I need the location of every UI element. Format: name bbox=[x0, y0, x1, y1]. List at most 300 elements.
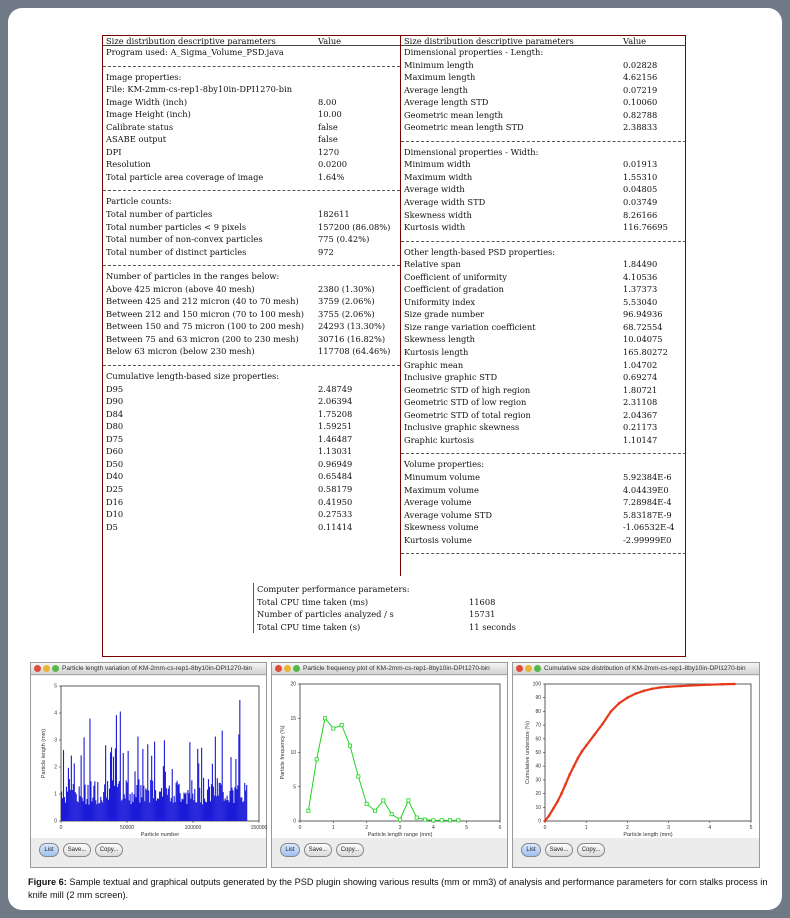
param-name: Above 425 micron (above 40 mesh) bbox=[106, 283, 255, 294]
frequency-chart bbox=[272, 676, 509, 838]
data-point bbox=[340, 724, 343, 727]
bar bbox=[129, 800, 130, 821]
bar bbox=[174, 796, 175, 821]
bar bbox=[192, 794, 193, 821]
bar bbox=[108, 800, 109, 821]
param-row bbox=[401, 96, 686, 109]
param-name: Inclusive graphic skewness bbox=[404, 422, 520, 433]
bar bbox=[190, 799, 191, 821]
data-point bbox=[721, 683, 724, 686]
param-name: Average volume STD bbox=[404, 509, 492, 520]
divider bbox=[103, 258, 400, 266]
x-tick-label: 1 bbox=[584, 825, 588, 831]
bar bbox=[211, 784, 212, 821]
bar bbox=[70, 790, 71, 821]
param-value: 5.92384E-6 bbox=[623, 471, 672, 482]
x-tick-label: 50000 bbox=[120, 825, 134, 831]
minimize-icon[interactable] bbox=[525, 665, 532, 672]
bar bbox=[234, 787, 235, 821]
y-tick-label: 1 bbox=[54, 791, 57, 798]
param-value: 1.80721 bbox=[623, 384, 658, 395]
bar bbox=[109, 789, 110, 821]
right-header-value: Value bbox=[623, 36, 647, 46]
bar bbox=[94, 781, 95, 821]
param-value: 0.96949 bbox=[318, 458, 353, 469]
x-tick-label: 4 bbox=[431, 825, 435, 831]
copy-button[interactable]: Copy... bbox=[577, 843, 605, 857]
x-tick-label: 6 bbox=[498, 825, 502, 831]
param-name: Other length-based PSD properties: bbox=[404, 246, 556, 257]
list-button[interactable]: List bbox=[280, 843, 300, 857]
data-point bbox=[552, 807, 555, 810]
param-value: 2380 (1.30%) bbox=[318, 283, 375, 294]
param-row bbox=[401, 283, 686, 296]
param-value: 1.46487 bbox=[318, 433, 353, 444]
data-point bbox=[457, 819, 460, 822]
bar bbox=[243, 801, 244, 821]
left-header bbox=[103, 36, 400, 46]
bar bbox=[208, 779, 209, 821]
bar bbox=[101, 800, 102, 821]
param-name: Graphic kurtosis bbox=[404, 434, 474, 445]
param-value: 11608 bbox=[469, 596, 496, 607]
bar bbox=[156, 801, 157, 821]
data-point bbox=[560, 792, 563, 795]
param-row bbox=[103, 221, 400, 234]
maximize-icon[interactable] bbox=[52, 665, 59, 672]
bar bbox=[142, 749, 143, 821]
param-name: Below 63 micron (below 230 mesh) bbox=[106, 346, 255, 357]
param-value: 0.04805 bbox=[623, 184, 658, 195]
data-point bbox=[593, 733, 596, 736]
param-row bbox=[401, 109, 686, 122]
x-axis-label: Particle length range (mm) bbox=[367, 832, 433, 838]
param-row bbox=[401, 158, 686, 171]
param-row bbox=[401, 534, 686, 547]
close-icon[interactable] bbox=[275, 665, 282, 672]
bar bbox=[229, 791, 230, 821]
x-tick-label: 5 bbox=[465, 825, 469, 831]
bar bbox=[143, 786, 144, 821]
param-value: 10.00 bbox=[318, 109, 342, 120]
save-button[interactable]: Save... bbox=[304, 843, 332, 857]
param-name: Total CPU time taken (s) bbox=[257, 621, 361, 632]
bar bbox=[125, 799, 126, 821]
param-name: D10 bbox=[106, 509, 124, 520]
x-tick-label: 3 bbox=[667, 825, 670, 831]
param-value: -1.06532E-4 bbox=[623, 522, 675, 533]
data-point bbox=[564, 783, 567, 786]
maximize-icon[interactable] bbox=[293, 665, 300, 672]
data-point bbox=[365, 802, 368, 805]
param-value: 10.04075 bbox=[623, 334, 663, 345]
bar bbox=[81, 755, 82, 821]
param-value: 116.76695 bbox=[623, 222, 668, 233]
bar bbox=[220, 783, 221, 821]
bar bbox=[83, 801, 84, 821]
param-value: 4.04439E0 bbox=[623, 484, 669, 495]
param-value: 182611 bbox=[318, 209, 350, 220]
param-name: D84 bbox=[106, 408, 124, 419]
bar bbox=[226, 800, 227, 821]
data-point bbox=[307, 809, 310, 812]
bar bbox=[116, 715, 117, 821]
param-row bbox=[103, 270, 400, 283]
data-point bbox=[548, 814, 551, 817]
x-tick-label: 0 bbox=[298, 825, 302, 831]
bar bbox=[145, 788, 146, 821]
param-name: Uniformity index bbox=[404, 296, 476, 307]
param-row bbox=[103, 46, 400, 59]
bar bbox=[158, 799, 159, 821]
bar bbox=[135, 797, 136, 821]
bar bbox=[90, 781, 91, 821]
bar bbox=[159, 792, 160, 821]
bar bbox=[200, 802, 201, 821]
bar bbox=[150, 780, 151, 821]
bar bbox=[117, 787, 118, 821]
caption-label: Figure 6: bbox=[28, 877, 67, 887]
bar bbox=[227, 796, 228, 821]
param-name: Geometric STD of total region bbox=[404, 409, 531, 420]
param-row bbox=[103, 458, 400, 471]
param-value: 2.04367 bbox=[623, 409, 658, 420]
button-bar bbox=[272, 841, 507, 865]
bar bbox=[164, 740, 165, 821]
param-row bbox=[254, 621, 553, 634]
data-point bbox=[692, 684, 695, 687]
param-name: ASABE output bbox=[106, 134, 167, 145]
bar bbox=[181, 799, 182, 821]
param-value: false bbox=[318, 134, 338, 145]
param-row bbox=[401, 221, 686, 234]
param-name: Relative span bbox=[404, 259, 461, 270]
param-value: 68.72554 bbox=[623, 321, 663, 332]
bar bbox=[194, 789, 195, 821]
y-tick-label: 0 bbox=[538, 818, 541, 825]
bar bbox=[237, 785, 238, 821]
save-button[interactable]: Save... bbox=[545, 843, 573, 857]
bar bbox=[198, 763, 199, 821]
param-name: D5 bbox=[106, 521, 118, 532]
bar bbox=[229, 802, 230, 821]
bar bbox=[205, 802, 206, 821]
bar bbox=[115, 748, 116, 821]
bar bbox=[178, 785, 179, 821]
data-point bbox=[423, 818, 426, 821]
maximize-icon[interactable] bbox=[534, 665, 541, 672]
data-point bbox=[568, 773, 571, 776]
param-value: 30716 (16.82%) bbox=[318, 333, 386, 344]
bar bbox=[241, 797, 242, 821]
bar bbox=[75, 792, 76, 821]
y-tick-label: 15 bbox=[290, 715, 296, 722]
param-row bbox=[401, 359, 686, 372]
param-value: 165.80272 bbox=[623, 347, 668, 358]
bar bbox=[144, 801, 145, 821]
param-name: D50 bbox=[106, 458, 124, 469]
y-tick-label: 40 bbox=[535, 763, 541, 770]
param-value: 1.64% bbox=[318, 171, 345, 182]
bar bbox=[153, 798, 154, 821]
bar bbox=[162, 797, 163, 821]
param-name: Total CPU time taken (ms) bbox=[257, 596, 369, 607]
y-tick-label: 5 bbox=[293, 784, 296, 791]
bar bbox=[204, 799, 205, 821]
bar bbox=[189, 742, 190, 821]
bar bbox=[169, 786, 170, 821]
cumulative-chart bbox=[513, 676, 761, 838]
y-tick-label: 80 bbox=[535, 708, 541, 715]
param-name: Total number of particles bbox=[106, 209, 213, 220]
results-table bbox=[102, 35, 686, 657]
bar bbox=[132, 792, 133, 821]
param-row bbox=[401, 196, 686, 209]
param-name: Geometric mean length bbox=[404, 109, 504, 120]
y-tick-label: 20 bbox=[535, 791, 541, 798]
bar bbox=[196, 802, 197, 821]
param-value: 1.10147 bbox=[623, 434, 658, 445]
y-tick-label: 50 bbox=[535, 750, 541, 756]
param-row bbox=[103, 420, 400, 433]
bar bbox=[176, 783, 177, 821]
param-name: Dimensional properties - Width: bbox=[404, 146, 539, 157]
bar bbox=[62, 798, 63, 821]
x-tick-label: 0 bbox=[543, 825, 547, 831]
bar bbox=[105, 745, 106, 821]
x-tick-label: 150000 bbox=[250, 825, 268, 831]
bar bbox=[206, 802, 207, 821]
param-name: D16 bbox=[106, 496, 124, 507]
param-name: Minumum volume bbox=[404, 471, 481, 482]
bar bbox=[118, 784, 119, 821]
data-point bbox=[544, 820, 547, 823]
figure-caption bbox=[28, 876, 768, 902]
bar bbox=[97, 782, 98, 821]
bar bbox=[107, 781, 108, 821]
window-titlebar[interactable] bbox=[513, 663, 759, 675]
bar bbox=[65, 803, 66, 821]
param-row bbox=[401, 146, 686, 159]
bar bbox=[113, 757, 114, 821]
data-point bbox=[432, 819, 435, 822]
param-name: Geometric STD of high region bbox=[404, 384, 531, 395]
param-row bbox=[401, 509, 686, 522]
param-value: 0.11414 bbox=[318, 521, 353, 532]
param-row bbox=[103, 233, 400, 246]
param-row bbox=[401, 209, 686, 222]
param-value: 0.10060 bbox=[623, 97, 658, 108]
param-row bbox=[103, 408, 400, 421]
data-point bbox=[415, 816, 418, 819]
bar bbox=[232, 790, 233, 821]
param-value: 5.83187E-9 bbox=[623, 509, 672, 520]
left-column bbox=[103, 36, 400, 533]
bar bbox=[238, 734, 239, 821]
bar bbox=[242, 802, 243, 821]
y-axis-label: Particle frequency (%) bbox=[280, 725, 286, 780]
bar bbox=[103, 792, 104, 821]
bar bbox=[99, 803, 100, 821]
data-point bbox=[659, 686, 662, 689]
bar bbox=[202, 804, 203, 821]
param-value: 8.00 bbox=[318, 96, 337, 107]
bar bbox=[181, 802, 182, 821]
bar bbox=[218, 795, 219, 821]
param-name: Minimum width bbox=[404, 159, 471, 170]
param-name: Program used: A_Sigma_Volume_PSD.java bbox=[106, 47, 284, 57]
param-row bbox=[103, 146, 400, 159]
param-value: 1.55310 bbox=[623, 171, 658, 182]
param-row bbox=[401, 409, 686, 422]
bar bbox=[228, 800, 229, 821]
bar bbox=[235, 759, 236, 821]
bar bbox=[246, 785, 247, 821]
bar bbox=[231, 788, 232, 821]
param-value: 0.82788 bbox=[623, 109, 658, 120]
param-name: Total number of distinct particles bbox=[106, 246, 247, 257]
cumulative-plot bbox=[513, 676, 759, 838]
param-row bbox=[103, 96, 400, 109]
param-name: Volume properties: bbox=[404, 459, 485, 470]
param-row bbox=[401, 346, 686, 359]
param-row bbox=[103, 345, 400, 358]
param-value: 0.27533 bbox=[318, 509, 353, 520]
bar bbox=[146, 790, 147, 821]
param-name: Coefficient of uniformity bbox=[404, 271, 507, 282]
caption-text: Sample textual and graphical outputs generated by the PSD plugin showing various results (mm or mm3) of analysis and performance parameters for corn stalks process in knife mill (2 mm screen). bbox=[28, 877, 768, 900]
data-point bbox=[373, 809, 376, 812]
data-point bbox=[390, 813, 393, 816]
param-value: 0.07219 bbox=[623, 84, 658, 95]
bar bbox=[79, 786, 80, 821]
param-value: 5.53040 bbox=[623, 296, 658, 307]
bar bbox=[74, 763, 75, 821]
right-header-param: Size distribution descriptive parameters bbox=[404, 36, 574, 46]
bar bbox=[216, 796, 217, 821]
y-tick-label: 0 bbox=[54, 818, 57, 825]
y-tick-label: 20 bbox=[290, 681, 296, 688]
param-row bbox=[401, 246, 686, 259]
param-value: 3755 (2.06%) bbox=[318, 308, 375, 319]
param-name: Calibrate status bbox=[106, 121, 174, 132]
window-titlebar[interactable] bbox=[31, 663, 266, 675]
bar bbox=[212, 764, 213, 821]
bar bbox=[172, 769, 173, 821]
param-row bbox=[103, 395, 400, 408]
param-value: 4.10536 bbox=[623, 271, 658, 282]
param-name: Image Width (inch) bbox=[106, 96, 188, 107]
bar bbox=[131, 804, 132, 821]
list-button[interactable]: List bbox=[521, 843, 541, 857]
bar bbox=[82, 798, 83, 821]
param-row bbox=[103, 121, 400, 134]
data-point bbox=[332, 727, 335, 730]
param-value: 96.94936 bbox=[623, 309, 663, 320]
param-row bbox=[103, 470, 400, 483]
param-name: Skewness volume bbox=[404, 522, 479, 533]
param-name: Skewness length bbox=[404, 334, 476, 345]
window-titlebar[interactable] bbox=[272, 663, 507, 675]
bar bbox=[201, 748, 202, 821]
bar bbox=[154, 742, 155, 821]
close-icon[interactable] bbox=[516, 665, 523, 672]
param-value: 1270 bbox=[318, 146, 340, 157]
param-name: Kurtosis width bbox=[404, 222, 466, 233]
bar bbox=[187, 790, 188, 821]
x-axis-label: Particle length (mm) bbox=[623, 832, 673, 838]
bar bbox=[184, 794, 185, 821]
bar bbox=[63, 750, 64, 821]
save-button[interactable]: Save... bbox=[63, 843, 91, 857]
bar bbox=[173, 803, 174, 821]
param-name: Geometric mean length STD bbox=[404, 122, 524, 133]
param-row bbox=[401, 171, 686, 184]
bar bbox=[179, 784, 180, 821]
param-name: Average length bbox=[404, 84, 468, 95]
copy-button[interactable]: Copy... bbox=[336, 843, 364, 857]
param-name: Kurtosis volume bbox=[404, 534, 472, 545]
data-point bbox=[407, 799, 410, 802]
bar bbox=[203, 778, 204, 821]
x-tick-label: 2 bbox=[626, 825, 629, 831]
param-name: Total number particles < 9 pixels bbox=[106, 221, 247, 232]
bar bbox=[245, 790, 246, 821]
param-name: Number of particles analyzed / s bbox=[257, 609, 394, 620]
param-name: D90 bbox=[106, 396, 124, 407]
minimize-icon[interactable] bbox=[284, 665, 291, 672]
param-name: D75 bbox=[106, 433, 124, 444]
param-name: Total number of non-convex particles bbox=[106, 234, 263, 245]
performance-block bbox=[253, 583, 553, 633]
bar bbox=[133, 802, 134, 821]
param-value: 2.38833 bbox=[623, 122, 658, 133]
copy-button[interactable]: Copy... bbox=[95, 843, 123, 857]
param-row bbox=[103, 508, 400, 521]
length-variation-window bbox=[30, 662, 267, 868]
param-value: 1.75208 bbox=[318, 408, 353, 419]
param-row bbox=[401, 384, 686, 397]
param-value: 972 bbox=[318, 246, 334, 257]
param-row bbox=[401, 296, 686, 309]
param-row bbox=[401, 434, 686, 447]
param-name: Average length STD bbox=[404, 97, 489, 108]
param-row bbox=[103, 195, 400, 208]
y-tick-label: 3 bbox=[54, 737, 57, 744]
param-row bbox=[103, 133, 400, 146]
param-value: 4.62156 bbox=[623, 72, 658, 83]
x-axis-label: Particle number bbox=[140, 832, 180, 838]
bar bbox=[123, 753, 124, 821]
data-point bbox=[315, 758, 318, 761]
param-row bbox=[103, 283, 400, 296]
close-icon[interactable] bbox=[34, 665, 41, 672]
bar bbox=[161, 788, 162, 821]
bar bbox=[233, 803, 234, 821]
param-value: 1.84490 bbox=[623, 259, 658, 270]
bar bbox=[191, 780, 192, 821]
bar bbox=[77, 801, 78, 821]
list-button[interactable]: List bbox=[39, 843, 59, 857]
minimize-icon[interactable] bbox=[43, 665, 50, 672]
param-row bbox=[401, 46, 686, 59]
bar bbox=[114, 786, 115, 821]
bar bbox=[165, 772, 166, 821]
bar bbox=[225, 798, 226, 821]
bar bbox=[72, 790, 73, 821]
right-rows bbox=[401, 46, 686, 554]
bar bbox=[209, 787, 210, 821]
